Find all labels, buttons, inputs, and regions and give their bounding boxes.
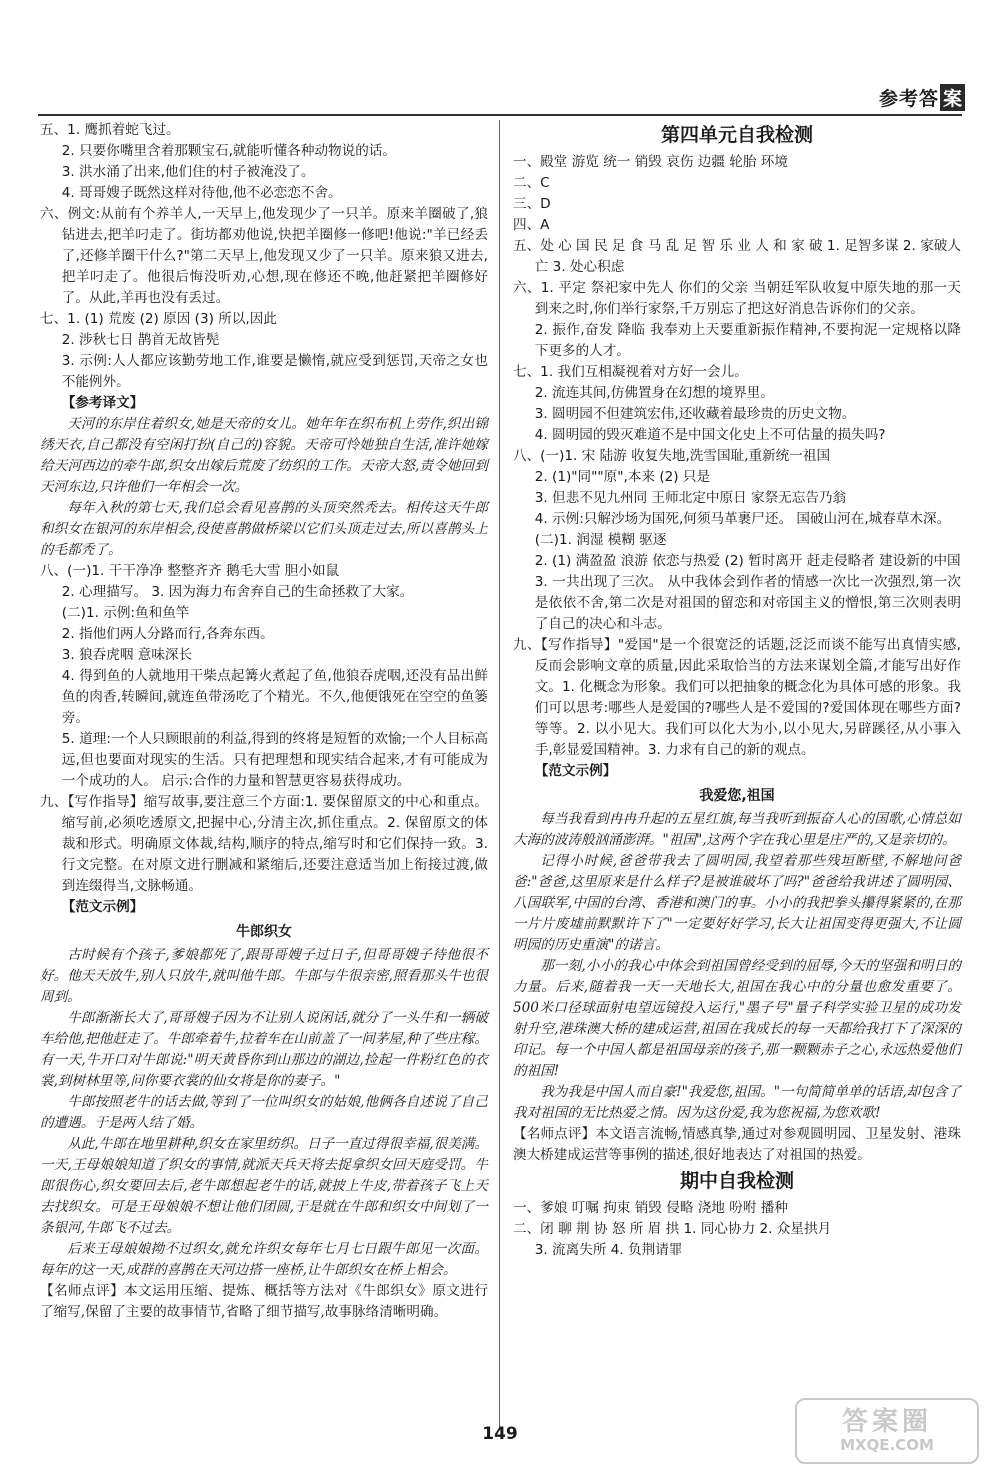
essay-paragraph: 我为我是中国人而自豪!"我爱您,祖国。"一句简简单单的话语,却包含了我对祖国的无比热爱之情。因为这份爱,我为您祝福,为您欢歌! [513,1084,962,1121]
answer-line: 四、A [513,217,550,233]
essay-paragraph: 牛郎渐渐长大了,哥哥嫂子因为不让别人说闲话,就分了一头牛和一辆破车给他,把他赶走了。牛郎牵着牛,拉着车在山前盖了一间茅屋,种了些庄稼。有一天,牛开口对牛郎说:"明天黄昏你到山那边的湖边,捡起一件粉红色的衣裳,到树林里等,问你要衣裳的仙女将是你的妻子。" [40,1010,488,1089]
section-heading: 第四单元自我检测 [660,124,813,146]
answer-line: 3. 一共出现了三次。 从中我体会到作者的情感一次比一次强烈,第一次是依依不舍,第二次是对祖国的留恋和对帝国主义的憎恨,第三次则表明了自己的决心和斗志。 [534,574,961,632]
column-divider [499,120,500,1430]
watermark-logo [795,1398,979,1464]
section-heading: 期中自我检测 [679,1170,794,1192]
answer-line: 3. 示例:人人都应该勤劳地工作,谁要是懒惰,就应受到惩罚,天帝之女也不能例外。 [61,353,488,390]
watermark-bottom: MXQE.COM [840,1436,934,1454]
essay-paragraph: 那一刻,小小的我心中体会到祖国曾经受到的屈辱,今天的坚强和明日的力量。后来,随着我一天一天地长大,祖国在我心中的分量也愈发重要了。500米口径球面射电望远镜投入运行,"墨子号"量子科学实验卫星的成功发射升空,港珠澳大桥的建成运营,祖国在我成长的每一天都给我打下了深深的印记。每一个中国人都是祖国母亲的孩子,那一颗颗赤子之心,永远热爱他们的祖国! [513,958,961,1079]
page-number: 149 [482,1424,518,1444]
essay-title: 我爱您,祖国 [699,788,775,804]
commentary-paragraph: 【名师点评】本文语言流畅,情感真挚,通过对参观圆明园、卫星发射、港珠澳大桥建成运营等事例的描述,很好地表达了对祖国的热爱。 [513,1126,961,1163]
essay-paragraph: 记得小时候,爸爸带我去了圆明园,我望着那些残垣断壁,不解地问爸爸:"爸爸,这里原来是什么样子?是被谁破坏了吗?"爸爸给我讲述了圆明园、八国联军,中国的台湾、香港和澳门的事。小小的我把拳头攥得紧紧的,在那一片片废墟前默默许下了"一定要好好学习,长大让祖国变得更强大,不让圆明园的历史重演"的诺言。 [513,853,961,953]
answer-line: 八、(一)1. 干干净净 整整齐齐 鹅毛大雪 胆小如鼠 [40,563,340,579]
answer-line: 4. 得到鱼的人就地用干柴点起篝火煮起了鱼,他狼吞虎咽,还没有品出鲜鱼的肉香,转瞬间,就连鱼带汤吃了个精光。不久,他便饿死在空空的鱼篓旁。 [61,668,488,726]
answer-line: 五、处 心 国 民 足 食 马 乱 足 智 乐 业 人 和 家 破 1. 足智多谋 2. 家破人亡 3. 处心积虑 [513,238,961,275]
answer-line: (二)1. 示例:鱼和鱼竿 [61,605,190,621]
answer-line: 2. 心理描写。 3. 因为海力布舍弃自己的生命拯救了大家。 [61,584,414,600]
essay-title: 牛郎织女 [236,924,292,940]
header-label: 参考答 [878,87,939,110]
answer-line: 【范文示例】 [534,763,617,779]
answer-line: 三、D [513,196,551,212]
answer-line: 3. 洪水涌了出来,他们住的村子被淹没了。 [61,164,315,180]
answer-line: 4. 哥哥嫂子既然这样对待他,他不必恋恋不舍。 [61,185,342,201]
answer-line: 3. 狼吞虎咽 意味深长 [61,647,193,663]
answer-line: 六、1. 平定 祭祀家中先人 你们的父亲 当朝廷军队收复中原失地的那一天到来之时,你们举行家祭,千万别忘了把这好消息告诉你们的父亲。 [513,280,961,317]
answer-line: 4. 圆明园的毁灭难道不是中国文化史上不可估量的损失吗? [534,427,886,443]
answer-line: 2. 流连其间,仿佛置身在幻想的境界里。 [534,385,774,401]
answer-line: 2. 振作,奋发 降临 我奉劝上天要重新振作精神,不要拘泥一定规格以降下更多的人才。 [534,322,961,359]
answer-line: (二)1. 润湿 模糊 驱逐 [534,532,667,548]
essay-paragraph: 从此,牛郎在地里耕种,织女在家里纺织。日子一直过得很幸福,很美满。一天,王母娘娘知道了织女的事情,就派天兵天将去捉拿织女回天庭受罚。牛郎很伤心,织女要回去后,老牛郎想起老牛的话,就披上牛皮,带着孩子飞上天去找织女。可是王母娘娘不想让他们团圆,于是就在牛郎和织女中间划了一条银河,牛郎飞不过去。 [40,1136,488,1236]
answer-line: 七、1. 我们互相凝视着对方好一会儿。 [513,364,748,380]
header-rule [38,114,962,116]
answer-line: 二、C [513,175,550,191]
answer-line: 5. 道理:一个人只顾眼前的利益,得到的终将是短暂的欢愉;一个人目标高远,但也要面对现实的生活。只有把理想和现实结合起来,才有可能成为一个成功的人。 启示:合作的力量和智慧更容易获得成功。 [61,731,488,789]
answer-line: 【参考译文】 [61,395,144,411]
answer-line: 九、【写作指导】"爱国"是一个很宽泛的话题,泛泛而谈不能写出真情实感,反而会影响文章的质量,因此采取恰当的方法来谋划全篇,才能写出好作文。1. 化概念为形象。我们可以把抽象的概念化为具体可感的形象。我们可以思考:哪些人是爱国的?哪些人是不爱国的?爱国体现在哪些方面?等等。2. 以小见大。我们可以化大为小,以小见大,另辟蹊径,从小事入手,彰显爱国精神。3. 力求有自己的新的观点。 [513,637,961,758]
essay-paragraph: 每年入秋的第七天,我们总会看见喜鹊的头顶突然秃去。相传这天牛郎和织女在银河的东岸相会,役使喜鹊做桥梁以它们头顶走过去,所以喜鹊头上的毛都秃了。 [40,500,488,558]
answer-line: 2. (1) 满盈盈 浪游 依恋与热爱 (2) 暂时离开 赶走侵略者 建设新的中国 [534,553,961,569]
answer-line: 3. 但悲不见九州同 王师北定中原日 家祭无忘告乃翁 [534,490,847,506]
page-header [815,80,965,114]
watermark-top: 答案圈 [841,1407,932,1437]
essay-paragraph: 后来王母娘娘拗不过织女,就允许织女每年七月七日跟牛郎见一次面。每年的这一天,成群的喜鹊在天河边搭一座桥,让牛郎织女在桥上相会。 [40,1241,488,1278]
answer-line: 九、【写作指导】缩写故事,要注意三个方面:1. 要保留原文的中心和重点。缩写前,必须吃透原文,把握中心,分清主次,抓住重点。2. 保留原文的体裁和形式。明确原文体裁,结构,顺序的特点,缩写时和它们保持一致。3. 行文完整。在对原文进行删减和紧缩后,还要注意适当加上衔接过渡,做到连缀得当,文脉畅通。 [40,794,488,894]
essay-paragraph: 牛郎按照老牛的话去做,等到了一位叫织女的姑娘,他俩各自述说了自己的遭遇。于是两人结了婚。 [40,1094,488,1131]
header-box-char: 案 [940,84,965,111]
answer-line: 【范文示例】 [61,899,144,915]
answer-line: 一、爹娘 叮嘱 拘束 销毁 侵略 浇地 吩咐 播种 [513,1200,788,1216]
commentary-paragraph: 【名师点评】本文运用压缩、提炼、概括等方法对《牛郎织女》原文进行了缩写,保留了主要的故事情节,省略了细节描写,故事脉络清晰明确。 [40,1283,488,1320]
right-column [513,120,961,1261]
answer-line: 2. 涉秋七日 鹊首无故皆髡 [61,332,220,348]
answer-line: 3. 圆明园不但建筑宏伟,还收藏着最珍贵的历史文物。 [534,406,856,422]
answer-line: 3. 流离失所 4. 负荆请罪 [534,1242,683,1258]
answer-line: 一、殿堂 游览 统一 销毁 哀伤 边疆 轮胎 环境 [513,154,788,170]
answer-line: 4. 示例:只解沙场为国死,何须马革裹尸还。 国破山河在,城春草木深。 [534,511,951,527]
essay-paragraph: 天河的东岸住着织女,她是天帝的女儿。她年年在织布机上劳作,织出锦绣天衣,自己都没有空闲打扮(自己的)容貌。天帝可怜她独自生活,准许她嫁给天河西边的牵牛郎,织女出嫁后荒废了纺织的工作。天帝大怒,责令她回到天河东边,只许他们一年相会一次。 [40,416,488,495]
essay-paragraph: 每当我看到冉冉升起的五星红旗,每当我听到振奋人心的国歌,心情总如大海的波涛般汹涌澎湃。"祖国",这两个字在我心里是庄严的,又是亲切的。 [513,811,961,848]
answer-line: 八、(一)1. 宋 陆游 收复失地,洗雪国耻,重新统一祖国 [513,448,831,464]
answer-line: 七、1. (1) 荒废 (2) 原因 (3) 所以,因此 [40,311,277,327]
answer-line: 2. (1)"同""原",本来 (2) 只是 [534,469,711,485]
answer-line: 五、1. 鹰抓着蛇飞过。 [40,122,180,138]
answer-line: 2. 指他们两人分路而行,各奔东西。 [61,626,274,642]
left-column [40,120,488,1323]
answer-line: 六、例文:从前有个养羊人,一天早上,他发现少了一只羊。原来羊圈破了,狼钻进去,把羊叼走了。街坊都劝他说,快把羊圈修一修吧!他说:"羊已经丢了,还修羊圈干什么?"第二天早上,他发现又少了一只羊。原来狼又进去,把羊叼走了。他很后悔没听劝,心想,现在修还不晚,他赶紧把羊圈修好了。从此,羊再也没有丢过。 [40,206,488,306]
essay-paragraph: 古时候有个孩子,爹娘都死了,跟哥哥嫂子过日子,但哥哥嫂子待他很不好。他天天放牛,别人只放牛,就叫他牛郎。牛郎与牛很亲密,照看那头牛也很周到。 [40,947,488,1005]
answer-line: 二、闭 聊 荆 协 怒 所 眉 拱 1. 同心协力 2. 众星拱月 [513,1221,832,1237]
answer-line: 2. 只要你嘴里含着那颗宝石,就能听懂各种动物说的话。 [61,143,397,159]
